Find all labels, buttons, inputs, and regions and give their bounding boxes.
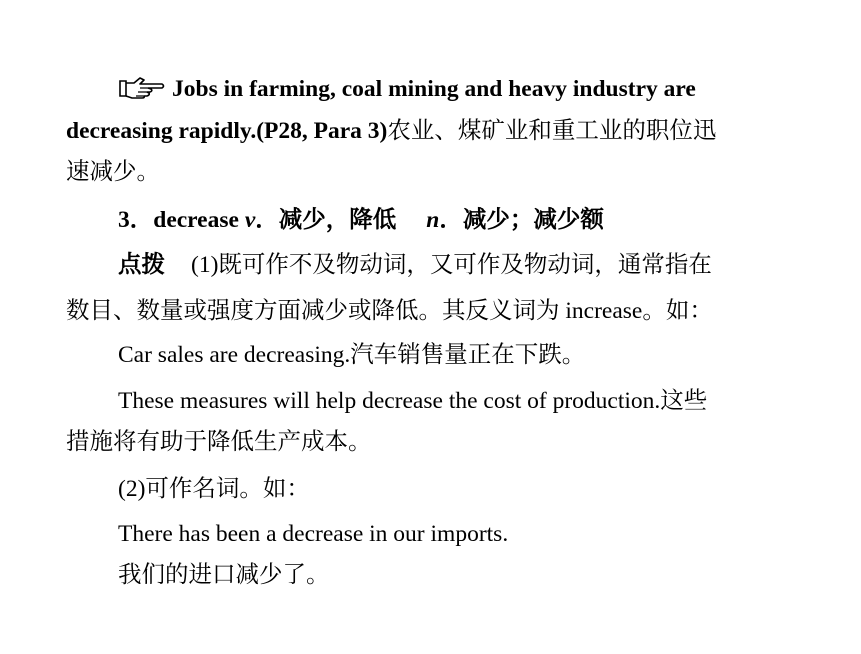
example-sentence-zh-line-3: 速减少。 — [66, 159, 160, 185]
note-example-3-zh-text: 我们的进口减少了。 — [118, 562, 330, 588]
note-example-3-en — [118, 519, 508, 549]
note-label: 点拨 — [118, 252, 165, 278]
note-point-1-text-2: 数目、数量或强度方面减少或降低。其反义词为 increase。如： — [66, 298, 713, 324]
note-point-1-text-1: (1)既可作不及物动词，又可作及物动词，通常指在 — [191, 252, 712, 278]
note-example-3-en-text: There has been a decrease in our imports. — [118, 521, 509, 547]
pointing-hand-icon — [118, 74, 166, 100]
example-sentence-reference: (P28, Para 3) — [256, 118, 388, 144]
vocab-pos-noun: n — [426, 207, 440, 233]
example-sentence-en-line-2: decreasing rapidly. — [66, 118, 257, 144]
note-example-1 — [118, 340, 585, 370]
vocab-verb-meaning: ．减少，降低 — [255, 207, 397, 233]
note-point-1-line-2 — [66, 296, 713, 326]
vocab-pos-verb: v — [244, 207, 256, 233]
example-sentence-zh-line-2: 农业、煤矿业和重工业的职位迅 — [387, 118, 717, 144]
note-point-2 — [118, 474, 310, 504]
note-example-2-text-1: These measures will help decrease the cost of production.这些 — [118, 388, 708, 414]
example-sentence-line-2 — [66, 116, 716, 146]
note-example-3-zh — [118, 560, 330, 590]
note-example-1-text: Car sales are decreasing.汽车销售量正在下跌。 — [118, 342, 586, 368]
note-example-2-line-2 — [66, 427, 372, 457]
example-sentence-line-1 — [118, 74, 696, 104]
note-point-1-line-1 — [118, 250, 712, 280]
vocab-word: decrease — [153, 207, 245, 233]
vocab-number: 3． — [118, 207, 154, 233]
note-example-2-line-1 — [118, 386, 707, 416]
vocab-noun-meaning: ．减少；减少额 — [439, 207, 604, 233]
example-sentence-line-3 — [66, 157, 160, 187]
vocab-entry — [118, 205, 604, 235]
note-point-2-text: (2)可作名词。如： — [118, 476, 310, 502]
note-example-2-text-2: 措施将有助于降低生产成本。 — [66, 429, 372, 455]
example-sentence-en-line-1: Jobs in farming, coal mining and heavy industry are — [172, 76, 696, 102]
